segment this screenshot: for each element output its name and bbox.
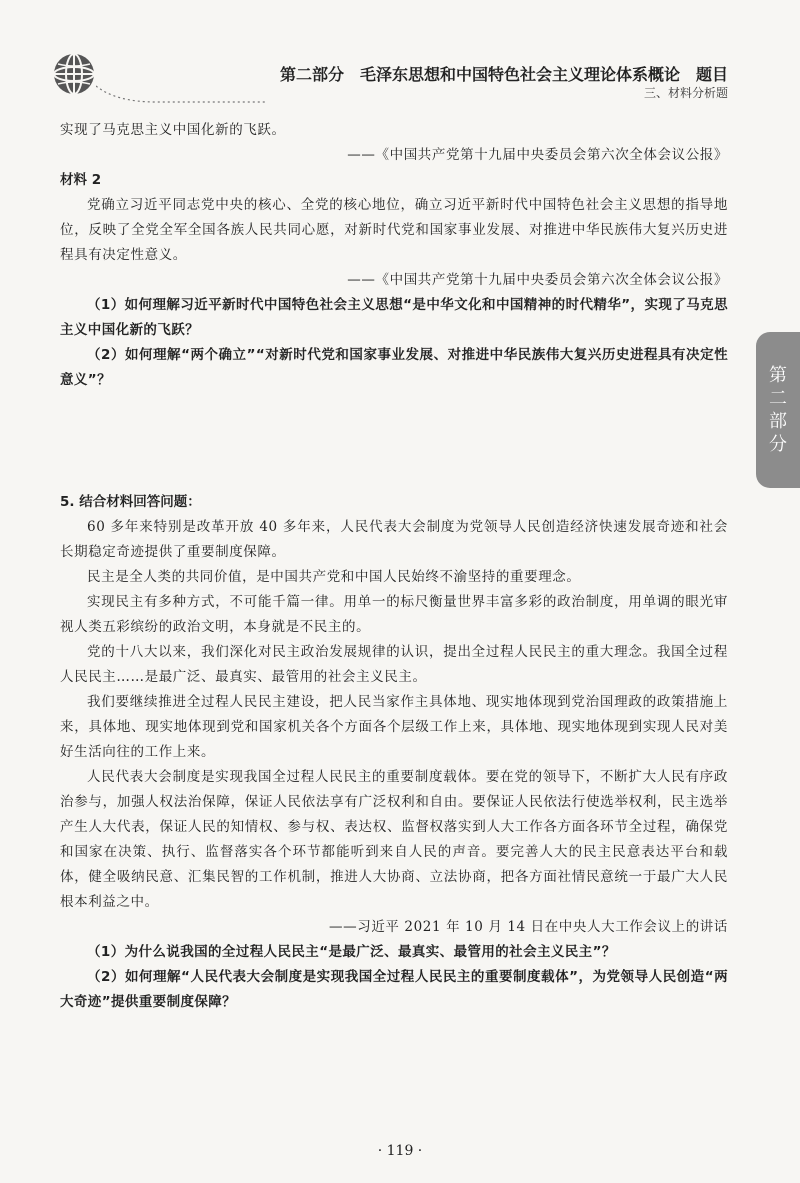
material-paragraph: 党的十八大以来，我们深化对民主政治发展规律的认识，提出全过程人民民主的重大理念。我国全过程人民民主……是最广泛、最真实、最管用的社会主义民主。 bbox=[60, 644, 728, 685]
page-number: · 119 · bbox=[377, 1143, 423, 1159]
header-subtitle: 三、材料分析题 bbox=[643, 86, 728, 100]
material-2-text: 党确立习近平同志党中央的核心、全党的核心地位，确立习近平新时代中国特色社会主义思想的指导地位，反映了全党全军全国各族人民共同心愿，对新时代党和国家事业发展、对推进中华民族伟大复兴历史进程具有决定性意义。 bbox=[60, 197, 728, 263]
material-paragraph: 实现民主有多种方式，不可能千篇一律。用单一的标尺衡量世界丰富多彩的政治制度，用单调的眼光审视人类五彩缤纷的政治文明，本身就是不民主的。 bbox=[60, 594, 728, 635]
material-paragraph: 我们要继续推进全过程人民民主建设，把人民当家作主具体地、现实地体现到党治国理政的政策措施上来，具体地、现实地体现到党和国家机关各个方面各个层级工作上来，具体地、现实地体现到实现人民对美好生活向往的工作上来。 bbox=[60, 694, 728, 760]
question-5-heading: 5. 结合材料回答问题： bbox=[60, 494, 201, 510]
question-1: （1）为什么说我国的全过程人民民主“是最广泛、最真实、最管用的社会主义民主”？ bbox=[87, 944, 616, 960]
header-dotted-decoration bbox=[96, 80, 266, 104]
page-header bbox=[0, 0, 800, 110]
header-title: 第二部分 毛泽东思想和中国特色社会主义理论体系概论 题目 bbox=[279, 65, 728, 84]
globe-icon bbox=[52, 52, 96, 96]
section-material-continued bbox=[60, 118, 728, 393]
material-paragraph: 人民代表大会制度是实现我国全过程人民民主的重要制度载体。要在党的领导下，不断扩大人民有序政治参与，加强人权法治保障，保证人民依法享有广泛权利和自由。要保证人民依法行使选举权利，民主选举产生人大代表，保证人民的知情权、参与权、表达权、监督权落实到人大工作各方面各环节全过程，确保党和国家在决策、执行、监督落实各个环节都能听到来自人民的声音。要完善人大的民主民意表达平台和载体，健全吸纳民意、汇集民智的工作机制，推进人大协商、立法协商，把各方面社情民意统一于最广大人民根本利益之中。 bbox=[60, 769, 728, 910]
material-2-label: 材料 2 bbox=[60, 172, 102, 188]
section-question-5 bbox=[60, 490, 728, 1015]
question-1: （1）如何理解习近平新时代中国特色社会主义思想“是中华文化和中国精神的时代精华”，实现了马克思主义中国化新的飞跃？ bbox=[60, 297, 728, 338]
source-citation: ——《中国共产党第十九届中央委员会第六次全体会议公报》 bbox=[347, 272, 728, 288]
material-paragraph: 60 多年来特别是改革开放 40 多年来，人民代表大会制度为党领导人民创造经济快速发展奇迹和社会长期稳定奇迹提供了重要制度保障。 bbox=[60, 519, 728, 560]
material-paragraph: 民主是全人类的共同价值，是中国共产党和中国人民始终不渝坚持的重要理念。 bbox=[87, 569, 581, 585]
side-tab-char: 二 bbox=[769, 388, 787, 409]
question-2: （2）如何理解“两个确立”“对新时代党和国家事业发展、对推进中华民族伟大复兴历史进程具有决定性意义”？ bbox=[60, 347, 728, 388]
side-tab-char: 第 bbox=[769, 365, 787, 386]
side-tab-char: 部 bbox=[769, 411, 787, 432]
source-citation: ——习近平 2021 年 10 月 14 日在中央人大工作会议上的讲话 bbox=[329, 919, 728, 935]
question-2: （2）如何理解“人民代表大会制度是实现我国全过程人民民主的重要制度载体”，为党领导人民创造“两大奇迹”提供重要制度保障？ bbox=[60, 969, 728, 1010]
side-tab-char: 分 bbox=[769, 434, 787, 455]
part-side-tab bbox=[756, 332, 800, 488]
continuation-text: 实现了马克思主义中国化新的飞跃。 bbox=[60, 122, 286, 138]
source-citation: ——《中国共产党第十九届中央委员会第六次全体会议公报》 bbox=[347, 147, 728, 163]
